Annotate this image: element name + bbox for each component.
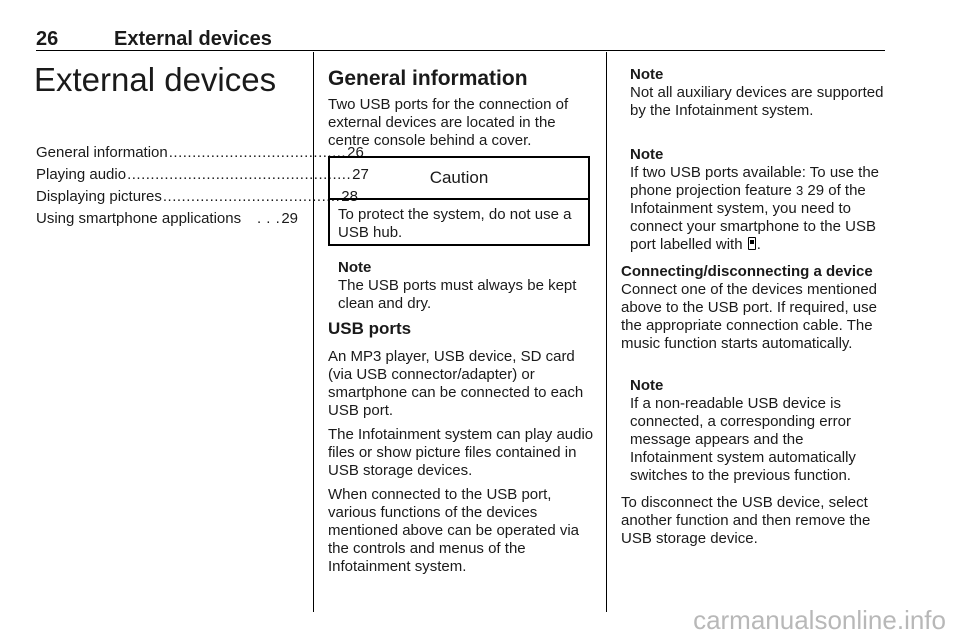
general-info-section bbox=[328, 66, 594, 150]
connecting-section bbox=[621, 263, 889, 353]
toc-item[interactable] bbox=[36, 188, 358, 210]
toc-leader: . . . bbox=[256, 210, 281, 227]
note-aux-devices bbox=[630, 66, 888, 120]
page-header bbox=[36, 28, 885, 50]
section-title-usb-ports: USB ports bbox=[328, 319, 412, 338]
note-title: Note bbox=[338, 259, 372, 276]
page-reference-arrow-icon: 3 bbox=[795, 183, 804, 198]
usb-ports-section bbox=[328, 318, 596, 576]
table-of-contents bbox=[36, 144, 369, 232]
usb-paragraph-1: An MP3 player, USB device, SD card (via USB connector/adapter) or smartphone can be connected to each USB port. bbox=[328, 348, 584, 419]
toc-item[interactable] bbox=[36, 210, 298, 232]
page-reference[interactable]: 29 bbox=[807, 182, 825, 199]
toc-item-page: 27 bbox=[352, 166, 369, 183]
note-text: If a non-readable USB device is connected, a corresponding error message appears and the Infotainment system automatically switches to the previous function. bbox=[630, 395, 856, 484]
toc-item-label: Displaying pictures bbox=[36, 188, 162, 205]
connecting-text: Connect one of the devices mentioned above to the USB port. If required, use the appropriate connection cable. The music function starts automatically. bbox=[621, 281, 878, 352]
note-text-part: of the Infotainment system, you need to connect your smartphone to the USB port labelled with bbox=[630, 182, 876, 253]
toc-leader: ...................................... bbox=[168, 144, 347, 161]
usb-paragraph-3: When connected to the USB port, various functions of the devices mentioned above can be operated via the controls and menus of the Infotainment system. bbox=[328, 486, 580, 575]
note-non-readable bbox=[630, 377, 888, 485]
note-text: The USB ports must always be kept clean and dry. bbox=[338, 277, 577, 312]
toc-item-page: 29 bbox=[281, 210, 298, 227]
caution-text: To protect the system, do not use a USB hub. bbox=[338, 206, 572, 241]
toc-item[interactable] bbox=[36, 166, 369, 188]
section-title-general: General information bbox=[328, 67, 528, 90]
toc-item-page: 28 bbox=[341, 188, 358, 205]
disconnect-paragraph bbox=[621, 494, 889, 548]
header-title: External devices bbox=[114, 28, 272, 50]
note-title: Note bbox=[630, 377, 664, 394]
note-text-part: If two USB ports available: To use the phone projection feature bbox=[630, 164, 880, 199]
caution-box bbox=[328, 156, 590, 246]
toc-item-label: General information bbox=[36, 144, 168, 161]
toc-item-label: Using smartphone applications bbox=[36, 210, 242, 227]
usb-port-label-icon bbox=[748, 237, 756, 250]
note-usb-clean bbox=[338, 259, 596, 313]
note-text: If two USB ports available: To use the phone projection feature 3 29 of the Infotainment system, you need to connect your smartphone to the USB port labelled with . bbox=[630, 164, 880, 253]
toc-item-label: Playing audio bbox=[36, 166, 127, 183]
general-intro: Two USB ports for the connection of external devices are located in the centre console behind a cover. bbox=[328, 96, 569, 149]
usb-paragraph-2: The Infotainment system can play audio files or show picture files contained in USB storage devices. bbox=[328, 426, 594, 479]
header-rule bbox=[36, 50, 885, 51]
connecting-heading: Connecting/disconnecting a device bbox=[621, 263, 873, 280]
caution-title: Caution bbox=[330, 158, 588, 200]
toc-item[interactable] bbox=[36, 144, 364, 166]
note-title: Note bbox=[630, 146, 664, 163]
column-divider-left bbox=[313, 52, 314, 612]
note-text: Not all auxiliary devices are supported by the Infotainment system. bbox=[630, 84, 884, 119]
toc-leader: ................................................ bbox=[127, 166, 352, 183]
column-divider-right bbox=[606, 52, 607, 612]
toc-leader: ...................................... bbox=[162, 188, 341, 205]
toc-item-page: 26 bbox=[347, 144, 364, 161]
page-number: 26 bbox=[36, 28, 59, 50]
watermark: carmanualsonline.info bbox=[693, 605, 946, 635]
disconnect-text: To disconnect the USB device, select another function and then remove the USB storage device. bbox=[621, 494, 871, 547]
note-title: Note bbox=[630, 66, 664, 83]
note-phone-projection bbox=[630, 146, 888, 254]
chapter-title: External devices bbox=[34, 61, 277, 98]
